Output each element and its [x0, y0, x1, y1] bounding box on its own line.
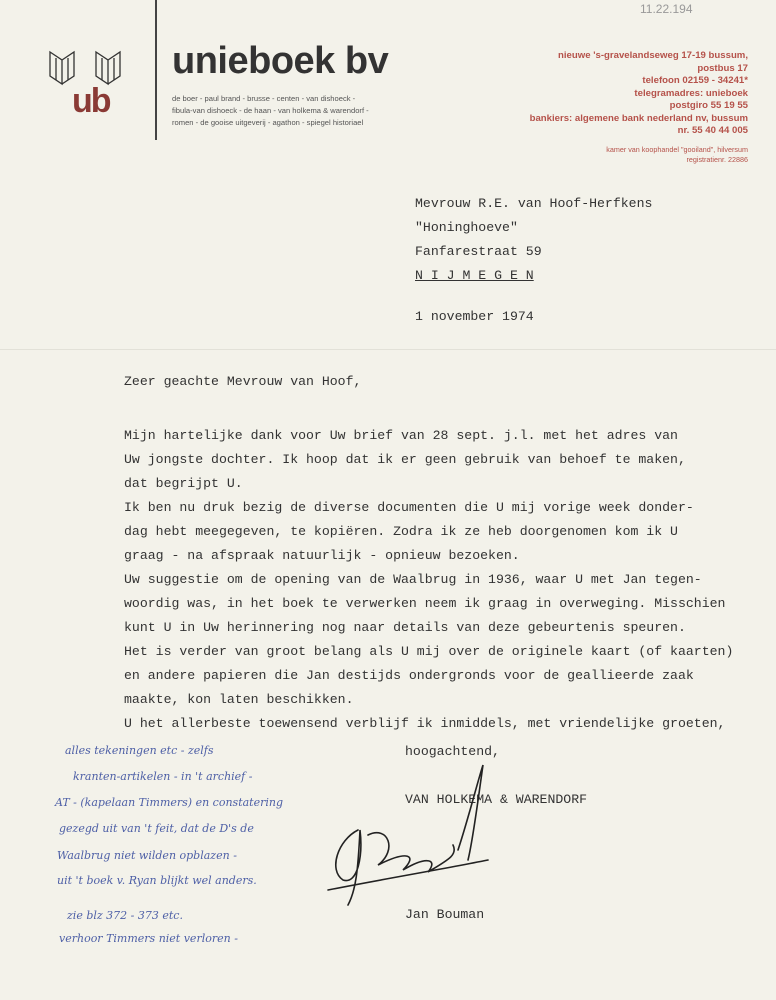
handwritten-line: gezegd uit van 't feit, dat de D's de — [59, 822, 254, 835]
address-line: postgiro 55 19 55 — [669, 100, 748, 111]
letterhead-divider — [155, 0, 157, 140]
paper-fold — [0, 349, 776, 350]
handwritten-line: verhoor Timmers niet verloren - — [59, 932, 238, 945]
body-line: Mijn hartelijke dank voor Uw brief van 28 sept. j.l. met het adres van — [124, 428, 678, 443]
imprint-list — [172, 93, 369, 129]
recipient-city: N I J M E G E N — [415, 268, 534, 283]
handwritten-line: AT - (kapelaan Timmers) en constatering — [55, 796, 284, 809]
address-line: postbus 17 — [697, 62, 748, 74]
handwritten-line: uit 't boek v. Ryan blijkt wel anders. — [57, 874, 257, 887]
company-address — [530, 50, 748, 138]
pencil-annotation: 11.22.194 — [640, 2, 693, 16]
body-line: dat begrijpt U. — [124, 476, 243, 491]
body-line: dag hebt meegegeven, te kopiëren. Zodra ik ze heb doorgenomen kom ik U — [124, 524, 678, 539]
body-line: U het allerbeste toewensend verblijf ik inmiddels, met vriendelijke groeten, — [124, 716, 726, 731]
body-line: Het is verder van groot belang als U mij over de originele kaart (of kaarten) — [124, 644, 734, 659]
signature-image — [318, 760, 498, 910]
letter-date: 1 november 1974 — [415, 309, 534, 324]
salutation: Zeer geachte Mevrouw van Hoof, — [124, 374, 362, 389]
body-line: Uw jongste dochter. Ik hoop dat ik er geen gebruik van behoef te maken, — [124, 452, 686, 467]
address-line: bankiers: algemene bank nederland nv, bussum — [529, 112, 748, 124]
chamber-line: kamer van koophandel "gooiland", hilversum — [606, 145, 748, 154]
closing: hoogachtend, — [405, 744, 500, 759]
imprint-line: de boer - paul brand - brusse - centen - van dishoeck - — [172, 94, 356, 103]
chamber-line: registratienr. 22886 — [686, 154, 748, 164]
body-line: en andere papieren die Jan destijds ondergronds voor de geallieerde zaak — [124, 668, 694, 683]
logo-ub: ub — [72, 82, 110, 120]
address-line: telegramadres: unieboek — [634, 87, 748, 99]
address-line: telefoon 02159 - 34241* — [642, 75, 748, 86]
body-line: kunt U in Uw herinnering nog naar details van deze gebeurtenis speuren. — [124, 620, 686, 635]
body-line: Uw suggestie om de opening van de Waalbrug in 1936, waar U met Jan tegen- — [124, 572, 702, 587]
imprint-line: fibula-van dishoeck - de haan - van holkema & warendorf - — [172, 106, 369, 115]
body-line: woordig was, in het boek te verwerken neem ik graag in overweging. Misschien — [124, 596, 726, 611]
recipient-line: Fanfarestraat 59 — [415, 244, 542, 259]
firm-name: VAN HOLKEMA & WARENDORF — [405, 792, 588, 807]
address-line: nieuwe 's-gravelandseweg 17-19 bussum, — [558, 50, 748, 61]
handwritten-line: kranten-artikelen - in 't archief - — [73, 770, 253, 783]
body-line: graag - na afspraak natuurlijk - opnieuw bezoeken. — [124, 548, 520, 563]
signatory-name: Jan Bouman — [405, 907, 485, 922]
handwritten-line: zie blz 372 - 373 etc. — [67, 909, 183, 922]
letter-body — [124, 424, 733, 736]
handwritten-line: Waalbrug niet wilden opblazen - — [57, 849, 237, 862]
imprint-line: romen - de gooise uitgeverij - agathon - spiegel historiael — [172, 118, 364, 127]
chamber-of-commerce — [606, 145, 748, 164]
recipient-line: "Honinghoeve" — [415, 220, 518, 235]
address-line: nr. 55 40 44 005 — [677, 125, 748, 136]
body-line: Ik ben nu druk bezig de diverse documenten die U mij vorige week donder- — [124, 500, 694, 515]
body-line: maakte, kon laten beschikken. — [124, 692, 354, 707]
handwritten-line: alles tekeningen etc - zelfs — [65, 744, 214, 757]
company-name: unieboek bv — [172, 40, 389, 82]
recipient-address — [415, 192, 652, 288]
recipient-line: Mevrouw R.E. van Hoof-Herfkens — [415, 196, 653, 211]
